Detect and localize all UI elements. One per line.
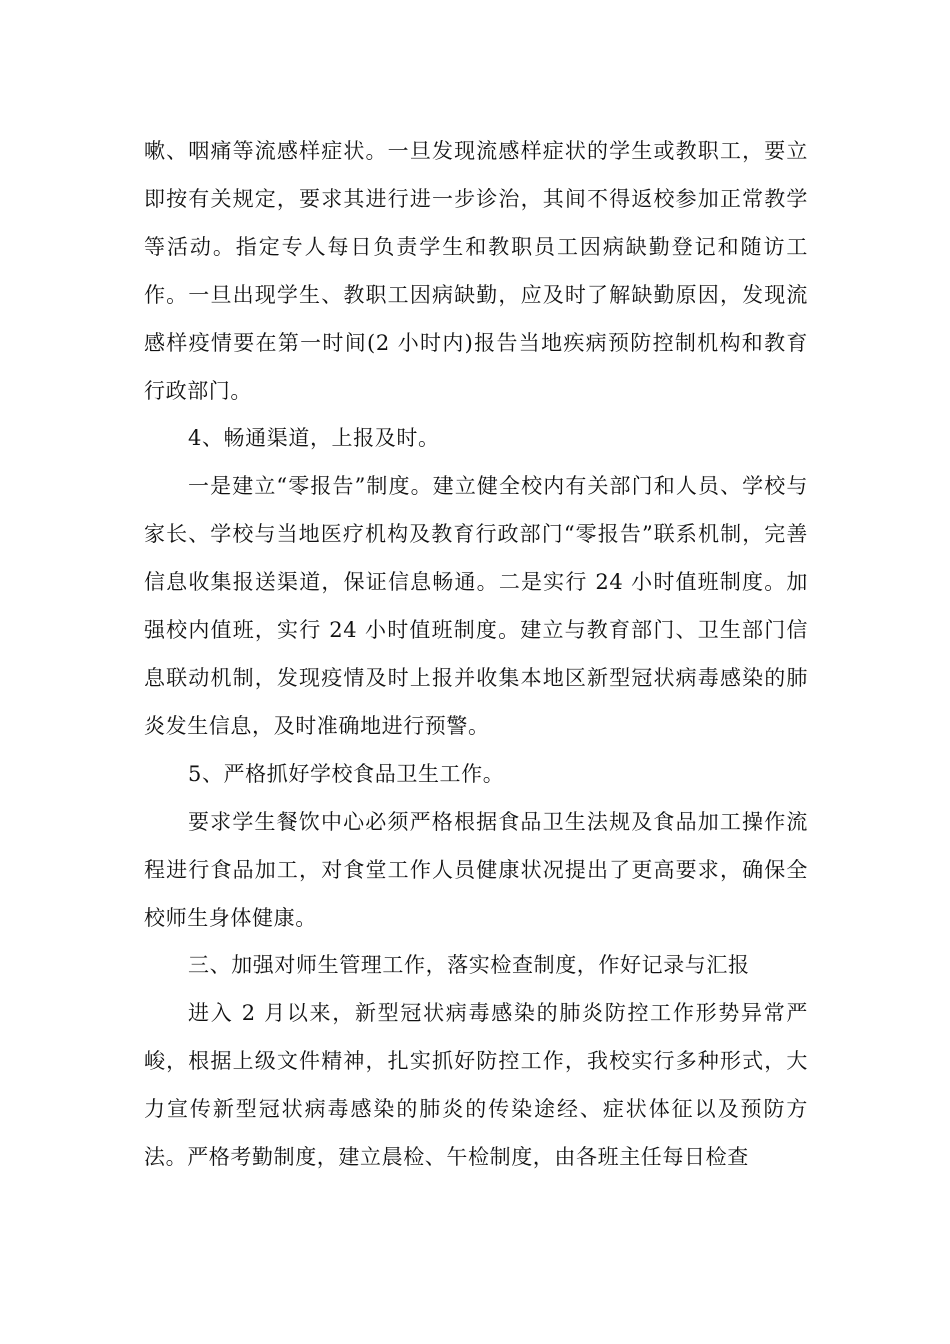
section-heading-4: 4、畅通渠道，上报及时。 xyxy=(188,426,440,451)
paragraph-food-hygiene: 要求学生餐饮中心必须严格根据食品卫生法规及食品加工操作流程进行食品加工，对食堂工作人员健康状况提出了更高要求，确保全校师生身体健康。 xyxy=(144,809,808,930)
section-heading-3: 三、加强对师生管理工作，落实检查制度，作好记录与汇报 xyxy=(188,953,750,978)
paragraph-zero-report: 一是建立“零报告”制度。建立健全校内有关部门和人员、学校与家长、学校与当地医疗机构及教育行政部门“零报告”联系机制，完善信息收集报送渠道，保证信息畅通。二是实行 24 小时值班制度。加强校内值班，实行 24 小时值班制度。建立与教育部门、卫生部门信息联动机制，发现疫情及时上报并收集本地区新型冠状病毒感染的肺炎发生信息，及时准确地进行预警。 xyxy=(144,474,808,738)
section-heading-5: 5、严格抓好学校食品卫生工作。 xyxy=(188,761,505,786)
paragraph-february: 进入 2 月以来，新型冠状病毒感染的肺炎防控工作形势异常严峻，根据上级文件精神，扎实抓好防控工作，我校实行多种形式，大力宣传新型冠状病毒感染的肺炎的传染途经、症状体征以及预防方法。严格考勤制度，建立晨检、午检制度，由各班主任每日检查 xyxy=(144,1001,808,1170)
paragraph-continued: 嗽、咽痛等流感样症状。一旦发现流感样症状的学生或教职工，要立即按有关规定，要求其进行进一步诊治，其间不得返校参加正常教学等活动。指定专人每日负责学生和教职员工因病缺勤登记和随访工作。一旦出现学生、教职工因病缺勤，应及时了解缺勤原因，发现流感样疫情要在第一时间(2 小时内)报告当地疾病预防控制机构和教育行政部门。 xyxy=(144,139,808,403)
document-body xyxy=(144,128,808,1182)
